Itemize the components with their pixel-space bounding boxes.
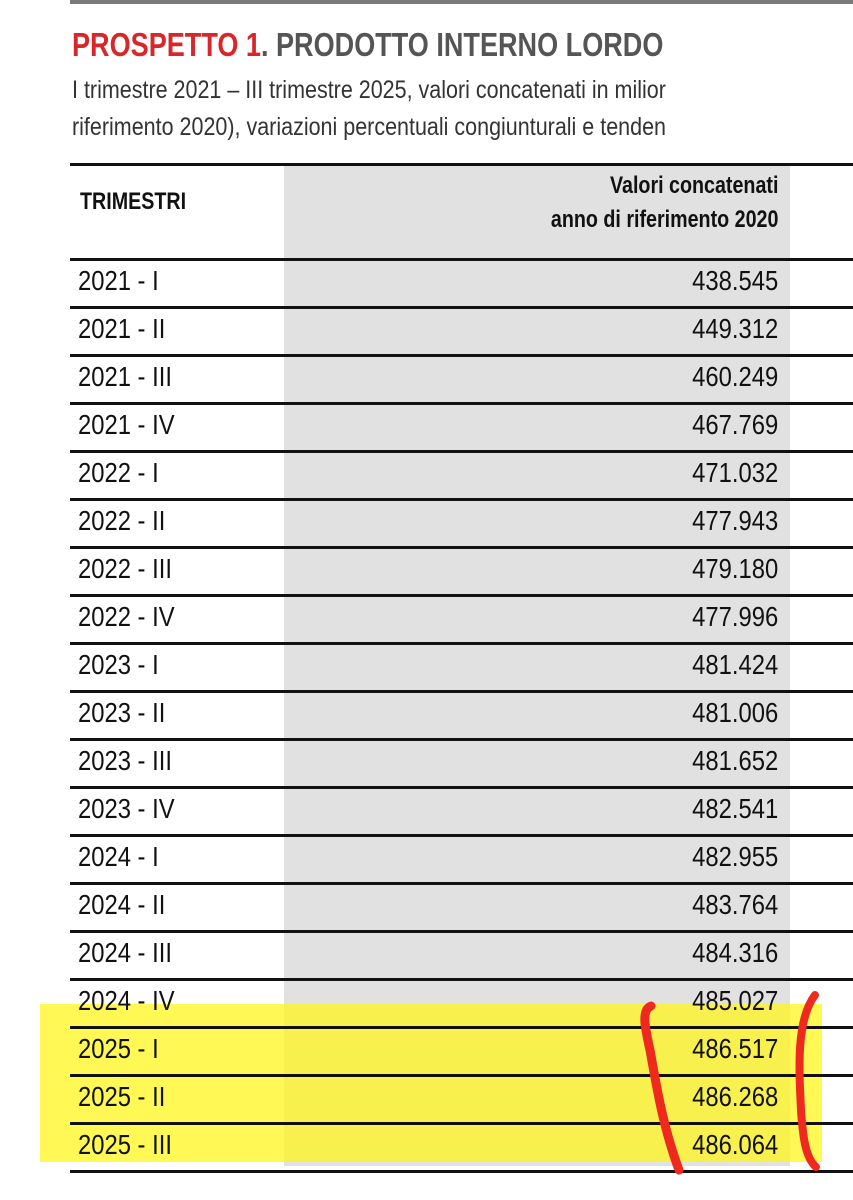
table-row [70, 690, 853, 738]
cell-valore: 482.955 [691, 841, 778, 872]
cell-valore: 467.769 [691, 409, 778, 440]
table-row [70, 546, 853, 594]
cell-valore: 460.249 [691, 361, 778, 392]
table-row [70, 258, 853, 306]
subtitle-line-2: riferimento 2020), variazioni percentuali congiunturali e tenden [72, 113, 666, 141]
header-valori-line-1: Valori concatenati [609, 172, 778, 199]
cell-valore: 449.312 [691, 313, 778, 344]
header-valori-line-2: anno di riferimento 2020 [550, 206, 778, 233]
table-row [70, 642, 853, 690]
cell-trimestre: 2024 - III [78, 937, 172, 968]
cell-valore: 438.545 [691, 265, 778, 296]
top-rule [70, 0, 853, 4]
table-row [70, 978, 853, 1026]
gdp-table-body [70, 258, 853, 1173]
cell-trimestre: 2022 - II [78, 505, 166, 536]
table-row [70, 786, 853, 834]
cell-trimestre: 2021 - III [78, 361, 172, 392]
table-row [70, 930, 853, 978]
table-row [70, 354, 853, 402]
table-row [70, 402, 853, 450]
table-row [70, 594, 853, 642]
cell-valore: 477.943 [691, 505, 778, 536]
cell-trimestre: 2023 - III [78, 745, 172, 776]
table-row [70, 834, 853, 882]
cell-trimestre: 2025 - I [78, 1033, 159, 1064]
cell-trimestre: 2023 - IV [78, 793, 175, 824]
cell-trimestre: 2023 - I [78, 649, 159, 680]
cell-trimestre: 2024 - II [78, 889, 166, 920]
table-row [70, 1074, 853, 1122]
table-row [70, 450, 853, 498]
cell-valore: 481.652 [691, 745, 778, 776]
table-row [70, 1026, 853, 1074]
cell-trimestre: 2021 - I [78, 265, 159, 296]
cell-trimestre: 2022 - IV [78, 601, 175, 632]
cell-valore: 479.180 [691, 553, 778, 584]
cell-valore: 485.027 [691, 985, 778, 1016]
cell-valore: 486.268 [691, 1081, 778, 1112]
title-prospetto-number: PROSPETTO 1 [72, 26, 261, 63]
cell-trimestre: 2021 - II [78, 313, 166, 344]
table-row [70, 498, 853, 546]
cell-trimestre: 2024 - I [78, 841, 159, 872]
cell-valore: 486.064 [691, 1129, 778, 1160]
table-row [70, 882, 853, 930]
title-text: . PRODOTTO INTERNO LORDO [260, 26, 664, 63]
cell-trimestre: 2022 - I [78, 457, 159, 488]
cell-valore: 481.424 [691, 649, 778, 680]
cell-trimestre: 2025 - II [78, 1081, 166, 1112]
cell-valore: 484.316 [691, 937, 778, 968]
cell-trimestre: 2023 - II [78, 697, 166, 728]
cell-trimestre: 2021 - IV [78, 409, 175, 440]
cell-valore: 482.541 [691, 793, 778, 824]
table-row [70, 738, 853, 786]
subtitle-line-1: I trimestre 2021 – III trimestre 2025, valori concatenati in milior [72, 76, 666, 104]
cell-valore: 483.764 [691, 889, 778, 920]
cell-valore: 486.517 [691, 1033, 778, 1064]
cell-trimestre: 2022 - III [78, 553, 172, 584]
cell-trimestre: 2025 - III [78, 1129, 172, 1160]
table-row [70, 306, 853, 354]
table-row [70, 1122, 853, 1173]
table-header [70, 166, 853, 258]
cell-valore: 471.032 [691, 457, 778, 488]
page-title [72, 26, 663, 64]
header-trimestri: TRIMESTRI [80, 188, 187, 215]
cell-valore: 477.996 [691, 601, 778, 632]
cell-valore: 481.006 [691, 697, 778, 728]
cell-trimestre: 2024 - IV [78, 985, 175, 1016]
